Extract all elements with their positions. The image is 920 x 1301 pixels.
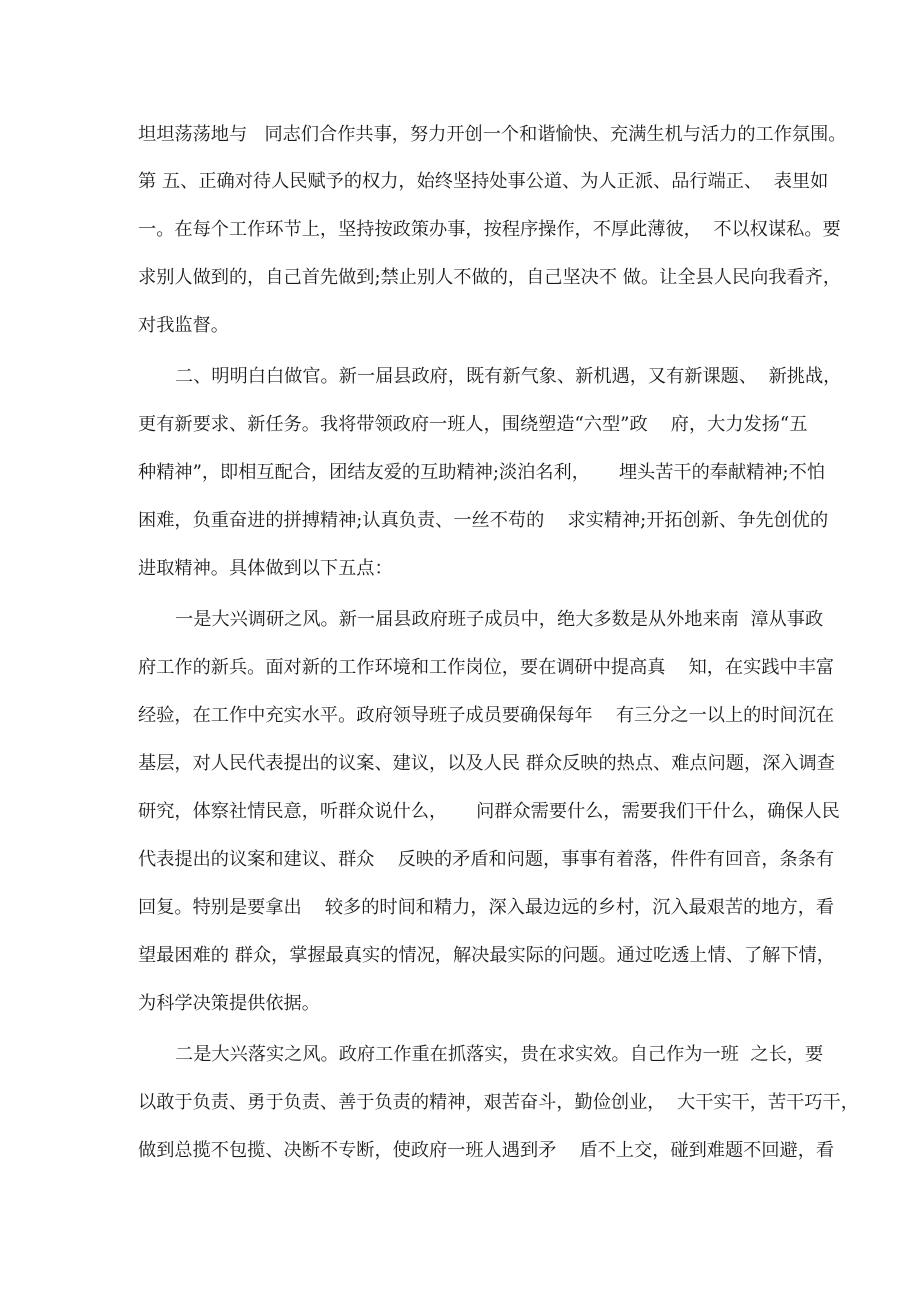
text-line: 回复。特别是要拿出 较多的时间和精力，深入最边远的乡村，沉入最艰苦的地方，看 [138,897,835,918]
text-line: 以敢于负责、勇于负责、善于负责的精神，艰苦奋斗，勤俭创业， 大干实干，苦干巧干， [138,1092,859,1113]
paragraph-first-line: 二是大兴落实之风。政府工作重在抓落实，贵在求实效。自己作为一班 之长，要 [175,1044,824,1065]
text-line: 困难，负重奋进的拼搏精神;认真负责、一丝不苟的 求实精神;开拓创新、争先创优的 [138,510,829,531]
text-line: 研究，体察社情民意，听群众说什么， 问群众需要什么，需要我们干什么，确保人民 [138,801,840,822]
text-line: 府工作的新兵。面对新的工作环境和工作岗位，要在调研中提高真 知，在实践中丰富 [138,657,835,678]
text-line: 为科学决策提供依据。 [138,993,320,1014]
text-line: 经验，在工作中充实水平。政府领导班子成员要确保每年 有三分之一以上的时间沉在 [138,705,835,726]
text-line: 种精神”，即相互配合，团结友爱的互助精神;淡泊名利， 埋头苦干的奉献精神;不怕 [138,462,826,483]
paragraph-first-line: 一是大兴调研之风。新一届县政府班子成员中，绝大多数是从外地来南 漳从事政 [175,609,824,630]
text-line: 对我监督。 [138,315,229,336]
text-line: 求别人做到的，自己首先做到;禁止别人不做的，自己坚决不 做。让全县人民向我看齐， [138,267,842,288]
text-line: 代表提出的议案和建议、群众 反映的矛盾和问题，事事有着落，件件有回音，条条有 [138,849,835,870]
text-line: 进取精神。具体做到以下五点： [138,558,393,579]
text-line: 坦坦荡荡地与 同志们合作共事，努力开创一个和谐愉快、充满生机与活力的工作氛围。 [138,124,847,145]
text-line: 更有新要求、新任务。我将带领政府一班人，围绕塑造“六型”政 府，大力发扬“五 [138,414,808,435]
text-line: 望最困难的 群众，掌握最真实的情况，解决最实际的问题。通过吃透上情、了解下情， [138,945,835,966]
text-line: 第 五、正确对待人民赋予的权力，始终坚持处事公道、为人正派、品行端正、 表里如 [138,171,829,192]
text-line: 基层，对人民代表提出的议案、建议，以及人民 群众反映的热点、难点问题，深入调查 [138,753,835,774]
paragraph-first-line: 二、明明白白做官。新一届县政府，既有新气象、新机遇，又有新课题、 新挑战， [175,366,842,387]
text-line: 做到总揽不包揽、决断不专断，使政府一班人遇到矛 盾不上交，碰到难题不回避，看 [138,1140,835,1161]
text-line: 一。在每个工作环节上，坚持按政策办事，按程序操作，不厚此薄彼， 不以权谋私。要 [138,219,841,240]
